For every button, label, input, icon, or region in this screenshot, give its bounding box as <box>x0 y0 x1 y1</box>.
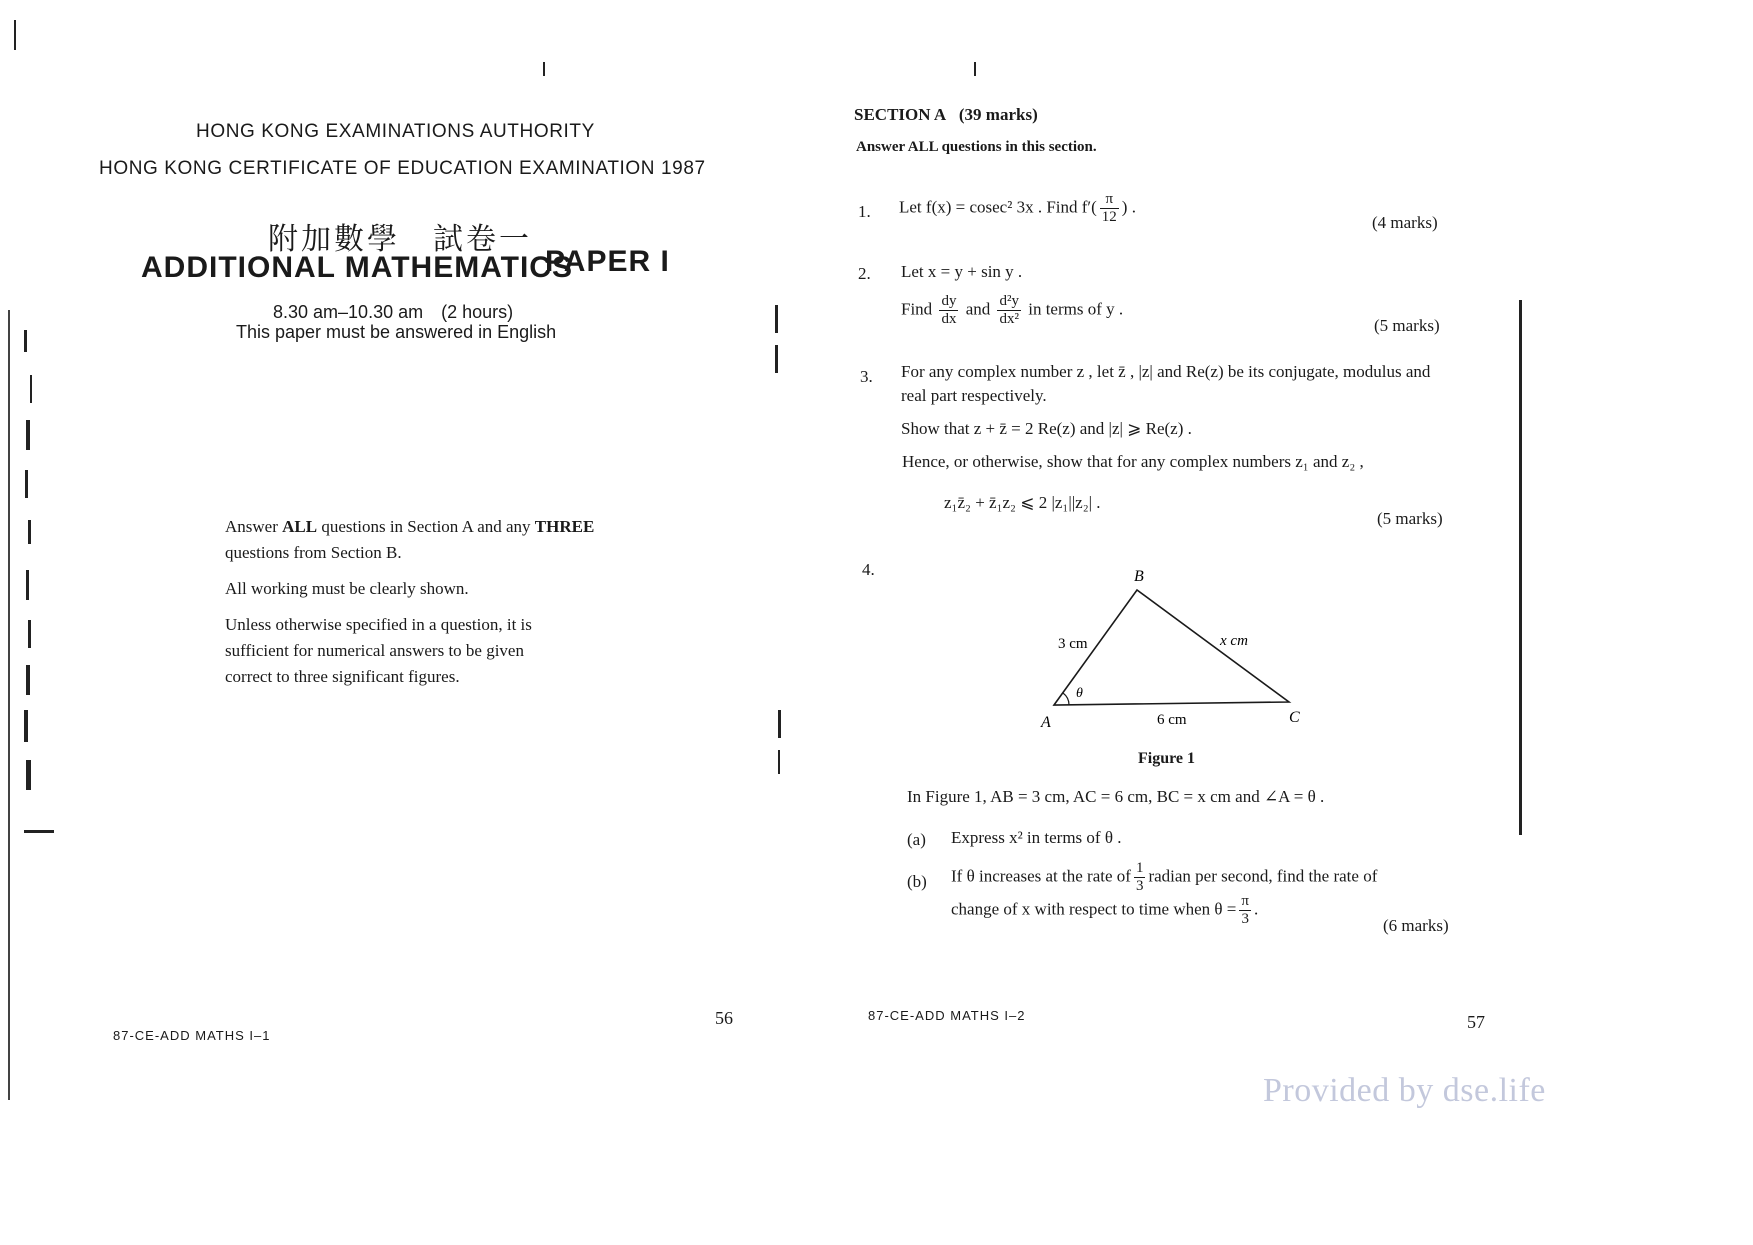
authority-heading: HONG KONG EXAMINATIONS AUTHORITY <box>196 121 595 142</box>
chinese-title: 附加數學 試卷一 <box>268 222 532 257</box>
section-instruction: Answer ALL questions in this section. <box>856 139 1097 155</box>
vertex-label-c: C <box>1289 709 1300 726</box>
question-3-line2: Show that z + z̄ = 2 Re(z) and |z| ⩾ Re(z) . <box>901 419 1192 438</box>
question-3-line1: For any complex number z , let z̄ , |z| and Re(z) be its conjugate, modulus and real part respectively. <box>901 362 1431 405</box>
scan-artifact <box>775 345 778 373</box>
question-3-inequality: z₁z̄₂ + z̄₁z₂ ⩽ 2 |z₁||z₂| . <box>944 493 1101 512</box>
question-4-part-a-text: Express x² in terms of θ . <box>951 828 1122 847</box>
scan-binding-edge <box>1519 300 1522 835</box>
question-4-part-b-label: (b) <box>907 872 927 891</box>
side-label-ab: 3 cm <box>1058 636 1088 652</box>
triangle-abc <box>1054 590 1289 705</box>
question-1-marks: (4 marks) <box>1372 213 1438 232</box>
vertex-label-a: A <box>1041 714 1051 731</box>
question-2-marks: (5 marks) <box>1374 316 1440 335</box>
question-4-part-b-line1: If θ increases at the rate of $\frac{1}{3}$ radian per second, find the rate of <box>951 860 1378 894</box>
question-number: 1. <box>858 202 871 221</box>
page-number: 57 <box>1467 1012 1485 1032</box>
question-number: 2. <box>858 264 871 283</box>
footer-code: 87-CE-ADD MATHS I–1 <box>113 1028 271 1043</box>
section-heading: SECTION A (39 marks) <box>854 105 1038 124</box>
scan-artifact <box>974 62 976 76</box>
figure-1-triangle <box>1036 560 1336 740</box>
left-page <box>0 0 876 1245</box>
question-4-part-b-line2: change of x with respect to time when θ = $\frac{\pi}{3}$ . <box>951 893 1259 927</box>
question-2-line1: Let x = y + sin y . <box>901 262 1023 281</box>
exam-time: 8.30 am–10.30 am (2 hours) <box>273 302 514 322</box>
scan-side-marks <box>16 320 46 840</box>
angle-arc <box>1063 693 1069 705</box>
question-4-part-a-label: (a) <box>907 830 926 849</box>
scan-artifact <box>14 20 16 50</box>
question-4-marks: (6 marks) <box>1383 916 1449 935</box>
instruction-answer-all: Answer ALL questions in Section A and any THREE questions from Section B. <box>225 517 595 562</box>
angle-label-theta: θ <box>1076 686 1083 701</box>
language-note: This paper must be answered in English <box>236 322 557 342</box>
page-number: 56 <box>715 1008 733 1028</box>
right-page <box>854 0 1753 1245</box>
scan-binding-edge <box>8 310 10 1100</box>
question-1-text: Let f(x) = cosec² 3x . Find f′( $\frac{\pi}{12}$ ) . <box>899 191 1136 225</box>
scan-artifact <box>778 750 780 774</box>
question-4-line1: In Figure 1, AB = 3 cm, AC = 6 cm, BC = x cm and ∠A = θ . <box>907 787 1325 806</box>
scan-artifact <box>778 710 781 738</box>
question-3-marks: (5 marks) <box>1377 509 1443 528</box>
side-label-bc: x cm <box>1220 633 1248 649</box>
watermark-link[interactable]: Provided by dse.life <box>1263 1072 1546 1109</box>
figure-caption: Figure 1 <box>1138 750 1196 767</box>
footer-code: 87-CE-ADD MATHS I–2 <box>868 1008 1026 1023</box>
vertex-label-b: B <box>1134 568 1144 585</box>
instruction-sig-figs: Unless otherwise specified in a question, it is sufficient for numerical answers to be given correct to three significant figures. <box>225 615 532 686</box>
exam-heading: HONG KONG CERTIFICATE OF EDUCATION EXAMINATION 1987 <box>99 158 706 179</box>
question-2-line2: Find $\frac{dy}{dx}$ and $\frac{\text{d²y}}{\text{dx²}}$ in terms of y . <box>901 293 1124 327</box>
side-label-ac: 6 cm <box>1157 712 1187 728</box>
paper-title: ADDITIONAL MATHEMATICS <box>141 251 573 284</box>
paper-number: PAPER I <box>545 245 670 278</box>
question-number: 4. <box>862 560 875 579</box>
question-3-line3: Hence, or otherwise, show that for any complex numbers z₁ and z₂ , <box>902 452 1364 471</box>
instructions-block <box>225 514 615 690</box>
instruction-working: All working must be clearly shown. <box>225 579 469 598</box>
question-number: 3. <box>860 367 873 386</box>
scan-artifact <box>775 305 778 333</box>
scan-artifact <box>543 62 545 76</box>
